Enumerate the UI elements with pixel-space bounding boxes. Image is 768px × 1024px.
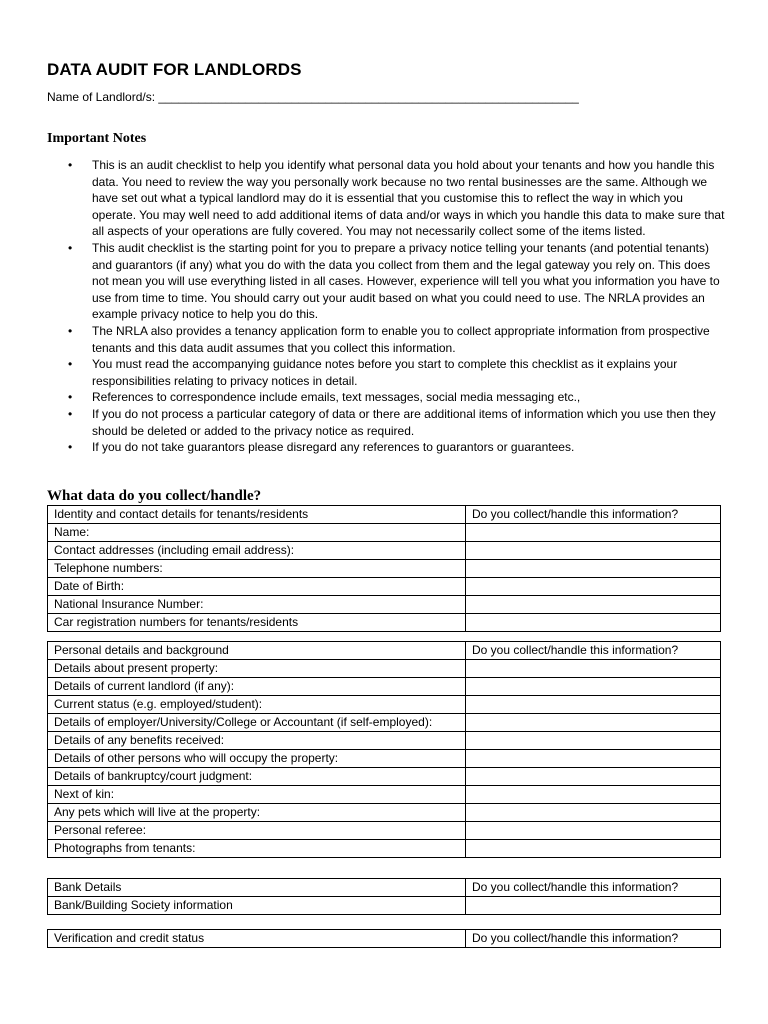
landlord-name-line: Name of Landlord/s: _______________________________________________________________	[47, 90, 579, 104]
table-row	[48, 732, 721, 750]
note-item: • References to correspondence include emails, text messages, social media messaging etc.,	[47, 389, 727, 406]
personal-details-table	[47, 641, 721, 858]
identity-table	[47, 505, 721, 632]
row-label: Any pets which will live at the property:	[48, 804, 466, 822]
row-label: Details about present property:	[48, 660, 466, 678]
row-label: Personal referee:	[48, 822, 466, 840]
row-label: National Insurance Number:	[48, 596, 466, 614]
table-row	[48, 542, 721, 560]
answer-cell[interactable]	[466, 696, 721, 714]
answer-cell[interactable]	[466, 542, 721, 560]
note-item: • The NRLA also provides a tenancy application form to enable you to collect appropriate information from prospective tenants and this data audit assumes that you collect this information.	[47, 323, 727, 356]
row-label: Telephone numbers:	[48, 560, 466, 578]
answer-cell[interactable]	[466, 660, 721, 678]
answer-cell[interactable]	[466, 614, 721, 632]
table-header-row	[48, 879, 721, 897]
row-label: Details of other persons who will occupy the property:	[48, 750, 466, 768]
table-row	[48, 768, 721, 786]
table-row	[48, 804, 721, 822]
collect-heading: What data do you collect/handle?	[47, 488, 262, 504]
table-heading: Verification and credit status	[48, 930, 466, 948]
note-item: • This is an audit checklist to help you identify what personal data you hold about your tenants and how you handle this data. You need to review the way you personally work because no two rental businesses are the same. Although we have set out what a typical landlord may do it is essential that you customise this to reflect the way in which you operate. You may well need to add additional items of data and/or ways in which you handle this data to make sure that all aspects of your operations are fully covered. You may not necessarily collect some of the items listed.	[47, 157, 727, 240]
answer-cell[interactable]	[466, 768, 721, 786]
question-heading: Do you collect/handle this information?	[466, 506, 721, 524]
note-item: • You must read the accompanying guidance notes before you start to complete this checklist as it explains your responsibilities relating to privacy notices in detail.	[47, 356, 727, 389]
row-label: Current status (e.g. employed/student):	[48, 696, 466, 714]
notes-list	[47, 157, 727, 456]
table-row	[48, 560, 721, 578]
row-label: Next of kin:	[48, 786, 466, 804]
answer-cell[interactable]	[466, 786, 721, 804]
table-row	[48, 840, 721, 858]
row-label: Name:	[48, 524, 466, 542]
row-label: Contact addresses (including email address):	[48, 542, 466, 560]
verification-table	[47, 929, 721, 948]
answer-cell[interactable]	[466, 840, 721, 858]
table-row	[48, 714, 721, 732]
question-heading: Do you collect/handle this information?	[466, 642, 721, 660]
row-label: Bank/Building Society information	[48, 897, 466, 915]
answer-cell[interactable]	[466, 578, 721, 596]
notes-heading: Important Notes	[47, 131, 147, 146]
answer-cell[interactable]	[466, 714, 721, 732]
table-row	[48, 678, 721, 696]
row-label: Car registration numbers for tenants/residents	[48, 614, 466, 632]
answer-cell[interactable]	[466, 524, 721, 542]
row-label: Details of employer/University/College or Accountant (if self-employed):	[48, 714, 466, 732]
answer-cell[interactable]	[466, 897, 721, 915]
question-heading: Do you collect/handle this information?	[466, 930, 721, 948]
answer-cell[interactable]	[466, 732, 721, 750]
answer-cell[interactable]	[466, 804, 721, 822]
note-item: • This audit checklist is the starting point for you to prepare a privacy notice telling your tenants (and potential tenants) and guarantors (if any) what you do with the data you collect from them and the legal gateway you rely on. This does not mean you will use everything listed in all cases. However, experience will tell you what you information you have to use from time to time. You should carry out your audit based on what you could need to use. The NRLA provides an example privacy notice to help you do this.	[47, 240, 727, 323]
table-row	[48, 822, 721, 840]
note-item: • If you do not take guarantors please disregard any references to guarantors or guarantees.	[47, 439, 727, 456]
row-label: Details of current landlord (if any):	[48, 678, 466, 696]
table-row	[48, 614, 721, 632]
note-item: • If you do not process a particular category of data or there are additional items of information which you use then they should be deleted or added to the privacy notice as required.	[47, 406, 727, 439]
table-header-row	[48, 642, 721, 660]
row-label: Date of Birth:	[48, 578, 466, 596]
answer-cell[interactable]	[466, 596, 721, 614]
bank-details-table	[47, 878, 721, 915]
answer-cell[interactable]	[466, 560, 721, 578]
table-heading: Personal details and background	[48, 642, 466, 660]
page-title: DATA AUDIT FOR LANDLORDS	[47, 60, 302, 79]
answer-cell[interactable]	[466, 822, 721, 840]
answer-cell[interactable]	[466, 750, 721, 768]
row-label: Photographs from tenants:	[48, 840, 466, 858]
table-row	[48, 897, 721, 915]
table-row	[48, 596, 721, 614]
answer-cell[interactable]	[466, 678, 721, 696]
table-heading: Bank Details	[48, 879, 466, 897]
table-heading: Identity and contact details for tenants/residents	[48, 506, 466, 524]
table-row	[48, 750, 721, 768]
table-row	[48, 786, 721, 804]
table-row	[48, 524, 721, 542]
question-heading: Do you collect/handle this information?	[466, 879, 721, 897]
row-label: Details of any benefits received:	[48, 732, 466, 750]
table-row	[48, 578, 721, 596]
table-row	[48, 696, 721, 714]
table-header-row	[48, 506, 721, 524]
row-label: Details of bankruptcy/court judgment:	[48, 768, 466, 786]
table-row	[48, 660, 721, 678]
table-header-row	[48, 930, 721, 948]
